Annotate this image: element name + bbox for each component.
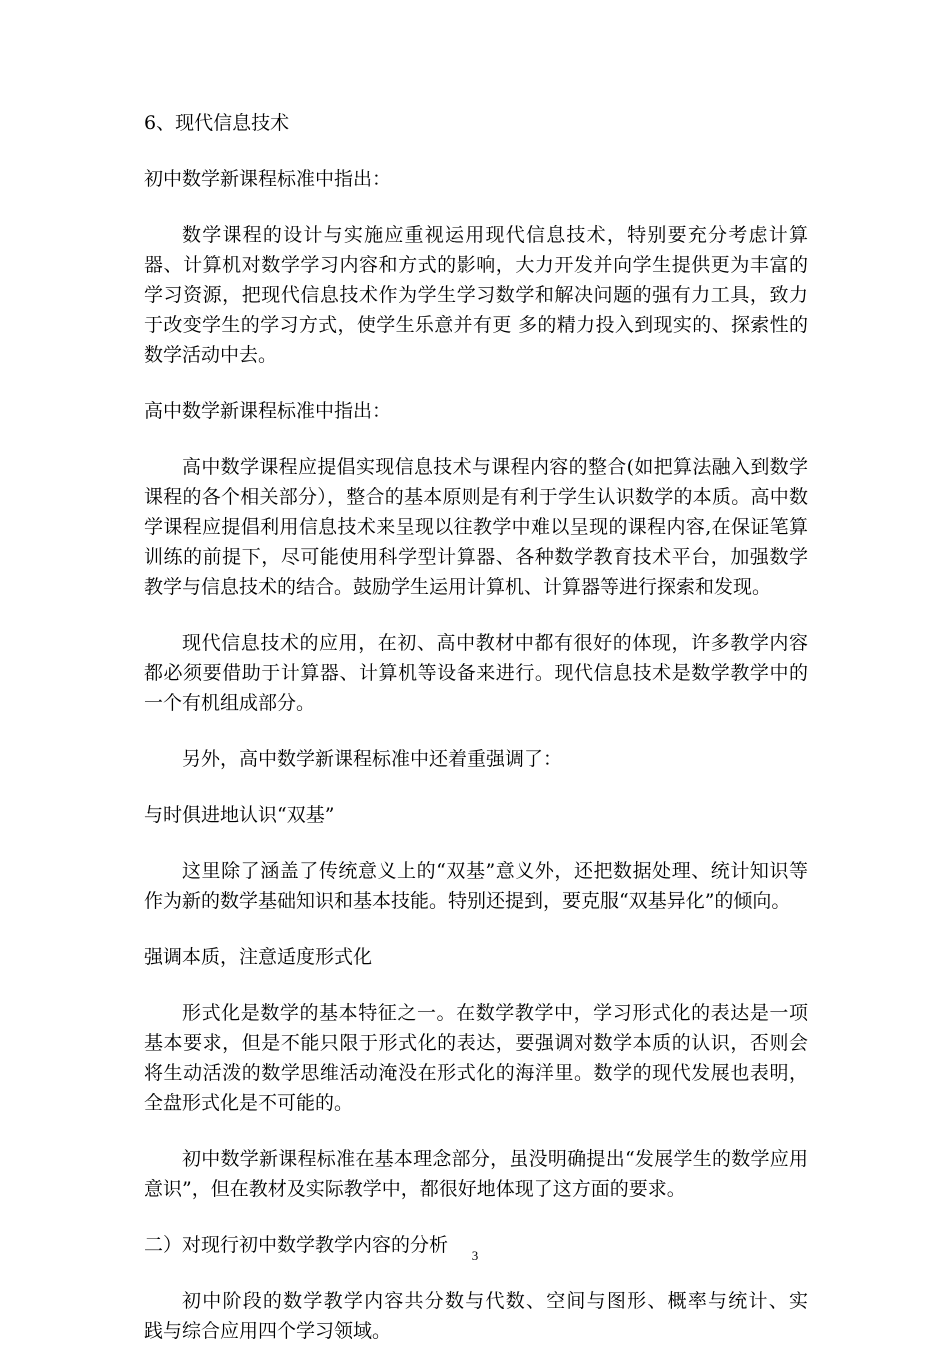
- body-paragraph: 形式化是数学的基本特征之一。在数学教学中，学习形式化的表达是一项基本要求，但是不能只限于形式化的表达，要强调对数学本质的认识，否则会将生动活泼的数学思维活动淹没在形式化的海洋里。数学的现代发展也表明，全盘形式化是不可能的。: [144, 1002, 808, 1114]
- body-paragraph: 数学课程的设计与实施应重视运用现代信息技术，特别要充分考虑计算器、计算机对数学学习内容和方式的影响，大力开发并向学生提供更为丰富的学习资源，把现代信息技术作为学生学习数学和解决问题的强有力工具，致力于改变学生的学习方式，使学生乐意并有更 多的精力投入到现实的、探索性的数学活动中去。: [144, 224, 808, 366]
- body-paragraph: 初中阶段的数学教学内容共分数与代数、空间与图形、概率与统计、实 践与综合应用四个学习领域。: [144, 1290, 828, 1342]
- body-paragraph: 初中数学新课程标准在基本理念部分，虽没明确提出“发展学生的数学应用意识”，但在教材及实际教学中，都很好地体现了这方面的要求。: [144, 1148, 808, 1200]
- subheading: 强调本质，注意适度形式化: [144, 946, 373, 968]
- section-heading: 6、现代信息技术: [144, 112, 290, 134]
- section-heading: 二）对现行初中数学教学内容的分析: [144, 1234, 449, 1256]
- body-paragraph: 高中数学课程应提倡实现信息技术与课程内容的整合(如把算法融入到数学课程的各个相关部分），整合的基本原则是有利于学生认识数学的本质。高中数学课程应提倡利用信息技术来呈现以往教学中难以呈现的课程内容,在保证笔算训练的前提下，尽可能使用科学型计算器、各种数学教育技术平台，加强数学教学与信息技术的结合。鼓励学生运用计算机、计算器等进行探索和发现。: [144, 456, 808, 598]
- page-number: 3: [471, 1248, 479, 1263]
- subheading: 与时俱进地认识“双基”: [144, 804, 335, 826]
- body-paragraph: 另外，高中数学新课程标准中还着重强调了：: [182, 748, 563, 770]
- paragraph-label: 高中数学新课程标准中指出：: [144, 400, 392, 422]
- document-body: [144, 108, 828, 1346]
- paragraph-label: 初中数学新课程标准中指出：: [144, 168, 392, 190]
- body-paragraph: 这里除了涵盖了传统意义上的“双基”意义外，还把数据处理、统计知识等作为新的数学基础知识和基本技能。特别还提到，要克服“双基异化”的倾向。: [144, 860, 808, 912]
- body-paragraph: 现代信息技术的应用，在初、高中教材中都有很好的体现，许多教学内容都必须要借助于计算器、计算机等设备来进行。现代信息技术是数学教学中的一个有机组成部分。: [144, 632, 808, 714]
